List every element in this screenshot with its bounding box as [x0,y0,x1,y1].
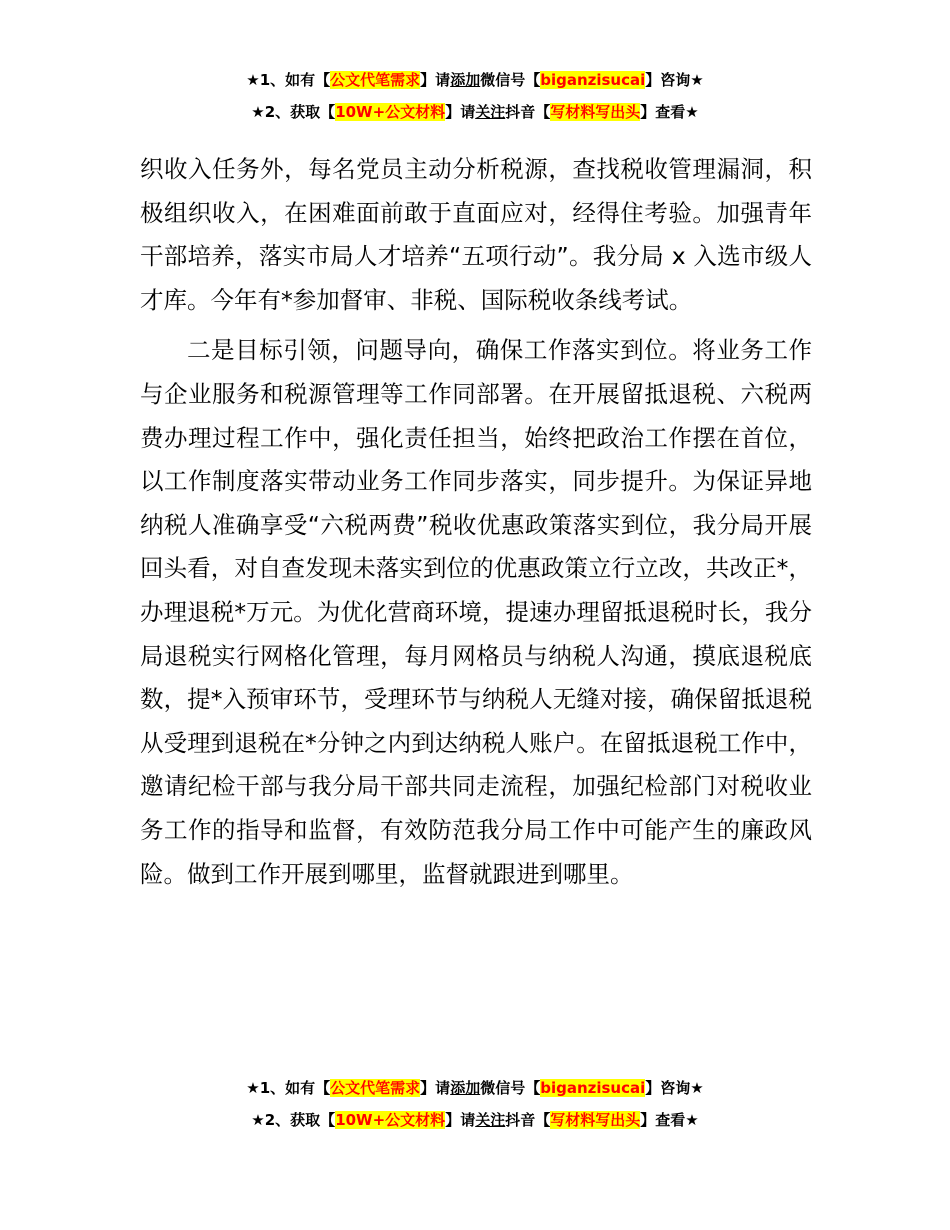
footer-banner [0,1072,950,1136]
header-highlight-service: 公文代笔需求 [330,71,421,89]
document-body [140,148,812,896]
footer-line-1: ★1、如有【公文代笔需求】请添加微信号【biganzisucai】咨询★ [246,1079,704,1097]
footer-highlight-douyin-account: 写材料写出头 [550,1111,641,1129]
footer-highlight-wechat-id: biganzisucai [540,1079,646,1097]
footer-highlight-service: 公文代笔需求 [330,1079,421,1097]
footer-highlight-materials: 10W+公文材料 [335,1111,446,1129]
header-banner [0,64,950,128]
header-highlight-materials: 10W+公文材料 [335,103,446,121]
header-line-2: ★2、获取【10W+公文材料】请关注抖音【写材料写出头】查看★ [251,103,699,121]
header-line-1: ★1、如有【公文代笔需求】请添加微信号【biganzisucai】咨询★ [246,71,704,89]
header-highlight-douyin-account: 写材料写出头 [550,103,641,121]
paragraph-goal-guidance: 二是目标引领，问题导向，确保工作落实到位。将业务工作与企业服务和税源管理等工作同部署。在开展留抵退税、六税两费办理过程工作中，强化责任担当，始终把政治工作摆在首位，以工作制度落实带动业务工作同步落实，同步提升。为保证异地纳税人准确享受“六税两费”税收优惠政策落实到位，我分局开展回头看，对自查发现未落实到位的优惠政策立行立改，共改正*，办理退税*万元。为优化营商环境，提速办理留抵退税时长，我分局退税实行网格化管理，每月网格员与纳税人沟通，摸底退税底数，提*入预审环节，受理环节与纳税人无缝对接，确保留抵退税从受理到退税在*分钟之内到达纳税人账户。在留抵退税工作中，邀请纪检干部与我分局干部共同走流程，加强纪检部门对税收业务工作的指导和监督，有效防范我分局工作中可能产生的廉政风险。做到工作开展到哪里，监督就跟进到哪里。 [140,336,812,888]
paragraph-continuation: 织收入任务外，每名党员主动分析税源，查找税收管理漏洞，积极组织收入，在困难面前敢于直面应对，经得住考验。加强青年干部培养，落实市局人才培养“五项行动”。我分局 x 入选市级人才库。今年有*参加督审、非税、国际税收条线考试。 [140,155,812,314]
header-highlight-wechat-id: biganzisucai [540,71,646,89]
footer-line-2: ★2、获取【10W+公文材料】请关注抖音【写材料写出头】查看★ [251,1111,699,1129]
